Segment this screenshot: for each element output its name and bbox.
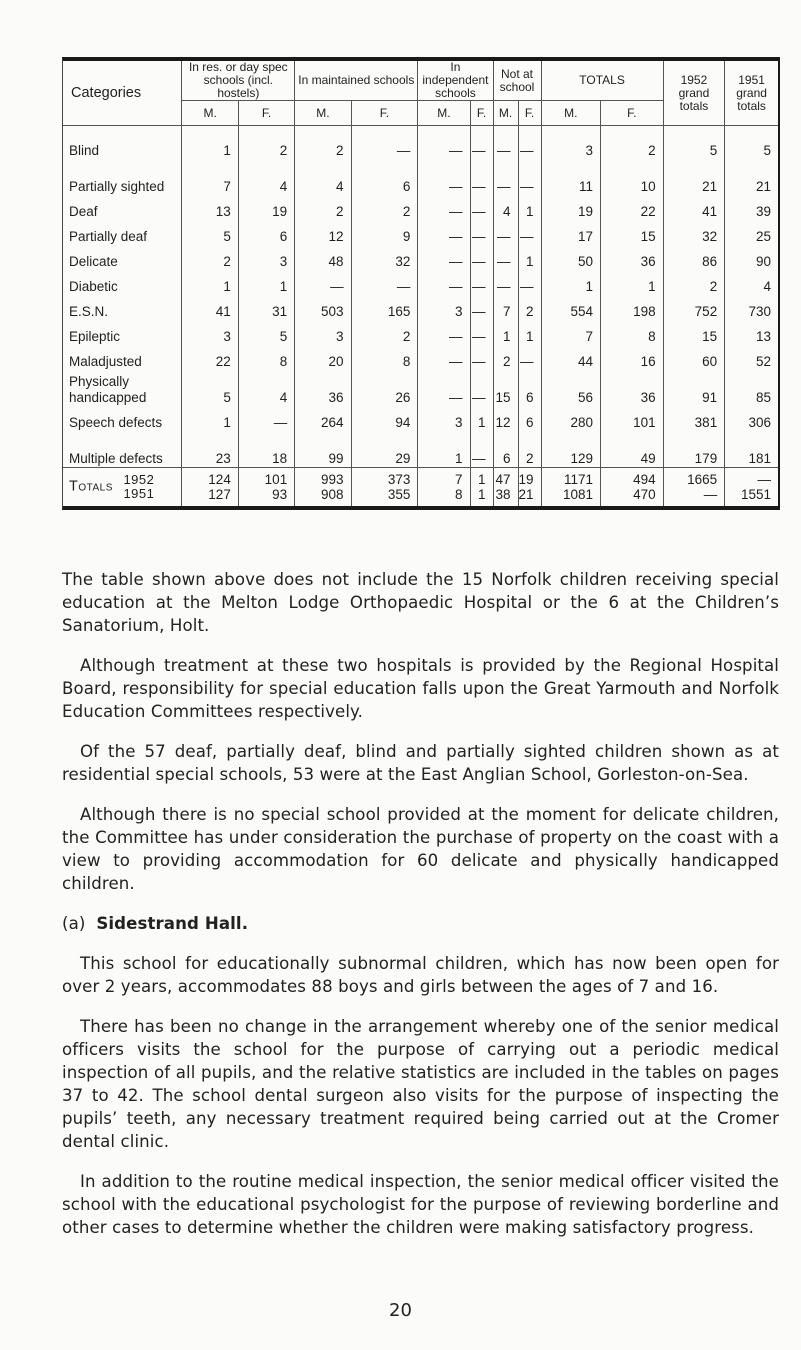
value-cell: — xyxy=(418,159,470,195)
value-cell: 3 xyxy=(541,126,600,159)
value-cell: — xyxy=(470,431,493,468)
value-cell: 2 xyxy=(518,295,541,320)
value-cell: 6 xyxy=(518,406,541,431)
value-cell: 4 xyxy=(238,370,294,406)
value-cell: 3 xyxy=(182,320,238,345)
paragraph: In addition to the routine medical inspection, the senior medical officer visited the school with the educational psychologist for the purpose of reviewing borderline and other cases to determine whether the children were making satisfactory progress. xyxy=(62,1172,779,1237)
value-cell: 19 xyxy=(541,195,600,220)
category-cell: Speech defects xyxy=(69,415,163,430)
table-row xyxy=(63,270,778,295)
value-cell: 2 xyxy=(238,126,294,159)
table-row xyxy=(63,406,778,431)
paragraph: Although there is no special school provided at the moment for delicate children, the Committee has under consideration the purchase of property on the coast with a view to providing accommodation for 60 delicate and physically handicapped children. xyxy=(62,805,779,893)
value-cell: 49 xyxy=(601,431,664,468)
paragraph: There has been no change in the arrangement whereby one of the senior medical officers visits the school for the purpose of carrying out a periodic medical inspection of all pupils, and the relative statistics are included in the tables on pages 37 to 42. The school dental surgeon also visits for the purpose of inspecting the pupils’ teeth, any necessary treatment required being carried out at the Cromer dental clinic. xyxy=(62,1017,779,1151)
value-cell: 306 xyxy=(725,406,778,431)
value-cell: 36 xyxy=(295,370,351,406)
totals-cell: 1665 — xyxy=(663,468,725,507)
paragraph: This school for educationally subnormal children, which has now been open for over 2 years, accommodates 88 boys and girls between the ages of 7 and 16. xyxy=(62,954,779,996)
totals-year-b: 1951 xyxy=(123,486,155,501)
header-m: M. xyxy=(295,101,351,126)
value-cell: 86 xyxy=(663,245,725,270)
value-cell: 39 xyxy=(725,195,778,220)
category-cell: Diabetic xyxy=(69,279,118,294)
value-cell: 94 xyxy=(351,406,418,431)
value-cell: — xyxy=(470,295,493,320)
category-cell: Blind xyxy=(69,143,100,158)
section-heading xyxy=(62,912,779,935)
value-cell: — xyxy=(470,270,493,295)
table-row xyxy=(63,220,778,245)
value-cell: 5 xyxy=(182,220,238,245)
value-cell: 1 xyxy=(518,195,541,220)
value-cell: 4 xyxy=(238,159,294,195)
value-cell: 5 xyxy=(238,320,294,345)
value-cell: — xyxy=(418,320,470,345)
value-cell: 2 xyxy=(182,245,238,270)
value-cell: 85 xyxy=(725,370,778,406)
value-cell: 2 xyxy=(351,195,418,220)
header-categories: Categories xyxy=(71,84,142,101)
value-cell: — xyxy=(493,159,518,195)
value-cell: 2 xyxy=(601,126,664,159)
value-cell: — xyxy=(418,270,470,295)
value-cell: — xyxy=(470,159,493,195)
table-row xyxy=(63,320,778,345)
header-f: F. xyxy=(601,101,664,126)
totals-cell: 373 355 xyxy=(351,468,418,507)
page-number: 20 xyxy=(389,1300,412,1321)
table-row xyxy=(63,159,778,195)
value-cell: — xyxy=(470,195,493,220)
totals-cell: 1171 1081 xyxy=(541,468,600,507)
value-cell: 1 xyxy=(518,245,541,270)
header-not-at-school: Not at school xyxy=(493,61,541,101)
value-cell: — xyxy=(493,270,518,295)
header-m: M. xyxy=(493,101,518,126)
value-cell: — xyxy=(470,126,493,159)
value-cell: 52 xyxy=(725,345,778,370)
totals-year-a: 1952 xyxy=(123,472,155,487)
value-cell: 2 xyxy=(351,320,418,345)
value-cell: 21 xyxy=(725,159,778,195)
value-cell: — xyxy=(418,370,470,406)
value-cell: — xyxy=(518,345,541,370)
value-cell: 60 xyxy=(663,345,725,370)
value-cell: 129 xyxy=(541,431,600,468)
value-cell: — xyxy=(518,126,541,159)
value-cell: 381 xyxy=(663,406,725,431)
value-cell: — xyxy=(518,220,541,245)
value-cell: 91 xyxy=(663,370,725,406)
value-cell: 90 xyxy=(725,245,778,270)
special-education-table xyxy=(62,57,780,510)
category-cell: Multiple defects xyxy=(69,451,163,466)
value-cell: 1 xyxy=(541,270,600,295)
section-title: Sidestrand Hall. xyxy=(96,914,249,933)
value-cell: 5 xyxy=(182,370,238,406)
value-cell: 10 xyxy=(601,159,664,195)
value-cell: 4 xyxy=(493,195,518,220)
paragraph: The table shown above does not include the 15 Norfolk children receiving special education at the Melton Lodge Orthopaedic Hospital or the 6 at the Children’s Sanatorium, Holt. xyxy=(62,570,779,635)
value-cell: 503 xyxy=(295,295,351,320)
value-cell: 3 xyxy=(295,320,351,345)
body-text xyxy=(62,568,779,1256)
totals-cell: 1 1 xyxy=(470,468,493,507)
value-cell: 8 xyxy=(238,345,294,370)
value-cell: 13 xyxy=(182,195,238,220)
value-cell: 31 xyxy=(238,295,294,320)
value-cell: 6 xyxy=(518,370,541,406)
category-cell: Partially deaf xyxy=(69,229,148,244)
value-cell: 36 xyxy=(601,370,664,406)
totals-section xyxy=(63,468,778,507)
value-cell: 41 xyxy=(663,195,725,220)
header-grand-1952: 1952 grand totals xyxy=(663,61,725,126)
value-cell: 280 xyxy=(541,406,600,431)
totals-cell: 47 38 xyxy=(493,468,518,507)
value-cell: 3 xyxy=(418,406,470,431)
table-row xyxy=(63,295,778,320)
value-cell: 5 xyxy=(725,126,778,159)
value-cell: — xyxy=(518,159,541,195)
value-cell: 7 xyxy=(541,320,600,345)
header-independent: In independent schools xyxy=(418,61,493,101)
value-cell: 165 xyxy=(351,295,418,320)
value-cell: — xyxy=(351,126,418,159)
value-cell: 198 xyxy=(601,295,664,320)
header-f: F. xyxy=(518,101,541,126)
header-f: F. xyxy=(351,101,418,126)
section-label: (a) xyxy=(62,914,86,933)
value-cell: — xyxy=(470,345,493,370)
totals-cell: 993 908 xyxy=(295,468,351,507)
value-cell: 22 xyxy=(182,345,238,370)
value-cell: — xyxy=(418,195,470,220)
value-cell: 9 xyxy=(351,220,418,245)
value-cell: 7 xyxy=(182,159,238,195)
table-row xyxy=(63,195,778,220)
value-cell: 15 xyxy=(663,320,725,345)
value-cell: — xyxy=(470,370,493,406)
value-cell: 21 xyxy=(663,159,725,195)
header-grand-1951: 1951 grand totals xyxy=(725,61,778,126)
category-cell: Partially sighted xyxy=(69,179,165,194)
value-cell: 1 xyxy=(418,431,470,468)
value-cell: 1 xyxy=(182,406,238,431)
value-cell: 1 xyxy=(601,270,664,295)
header-residential: In res. or day spec schools (incl. hostels) xyxy=(182,61,295,101)
category-cell: Deaf xyxy=(69,204,98,219)
value-cell: — xyxy=(493,220,518,245)
value-cell: 1 xyxy=(182,126,238,159)
value-cell: 25 xyxy=(725,220,778,245)
value-cell: 1 xyxy=(493,320,518,345)
value-cell: 17 xyxy=(541,220,600,245)
value-cell: 730 xyxy=(725,295,778,320)
value-cell: — xyxy=(518,270,541,295)
value-cell: — xyxy=(351,270,418,295)
table-row xyxy=(63,245,778,270)
table-row xyxy=(63,370,778,406)
totals-cell: 101 93 xyxy=(238,468,294,507)
totals-cell: 124 127 xyxy=(182,468,238,507)
category-cell: E.S.N. xyxy=(69,304,109,319)
header-maintained: In maintained schools xyxy=(295,61,418,101)
header-m: M. xyxy=(182,101,238,126)
value-cell: 554 xyxy=(541,295,600,320)
totals-label-cell xyxy=(63,468,182,507)
totals-row xyxy=(63,468,778,507)
value-cell: — xyxy=(418,245,470,270)
value-cell: 7 xyxy=(493,295,518,320)
value-cell: 15 xyxy=(493,370,518,406)
value-cell: 15 xyxy=(601,220,664,245)
header-f: F. xyxy=(470,101,493,126)
value-cell: 264 xyxy=(295,406,351,431)
value-cell: 101 xyxy=(601,406,664,431)
table-row xyxy=(63,431,778,468)
category-cell: Epileptic xyxy=(69,329,121,344)
value-cell: 3 xyxy=(238,245,294,270)
value-cell: — xyxy=(418,345,470,370)
value-cell: 13 xyxy=(725,320,778,345)
value-cell: — xyxy=(493,126,518,159)
value-cell: 2 xyxy=(663,270,725,295)
value-cell: 6 xyxy=(493,431,518,468)
totals-cell: 19 21 xyxy=(518,468,541,507)
value-cell: 4 xyxy=(725,270,778,295)
value-cell: 44 xyxy=(541,345,600,370)
category-cell: Physically handicapped xyxy=(69,374,147,405)
value-cell: 8 xyxy=(351,345,418,370)
value-cell: 12 xyxy=(493,406,518,431)
value-cell: 2 xyxy=(518,431,541,468)
category-cell: Maladjusted xyxy=(69,354,142,369)
value-cell: — xyxy=(238,406,294,431)
value-cell: 1 xyxy=(182,270,238,295)
value-cell: — xyxy=(493,245,518,270)
value-cell: 23 xyxy=(182,431,238,468)
value-cell: 179 xyxy=(663,431,725,468)
category-cell: Delicate xyxy=(69,254,118,269)
value-cell: 16 xyxy=(601,345,664,370)
value-cell: — xyxy=(470,245,493,270)
value-cell: 11 xyxy=(541,159,600,195)
header-m: M. xyxy=(418,101,470,126)
value-cell: 29 xyxy=(351,431,418,468)
value-cell: 2 xyxy=(295,195,351,220)
value-cell: 50 xyxy=(541,245,600,270)
value-cell: 36 xyxy=(601,245,664,270)
paragraph: Although treatment at these two hospitals is provided by the Regional Hospital Board, responsibility for special education falls upon the Great Yarmouth and Norfolk Education Committees respectively. xyxy=(62,656,779,721)
value-cell: 2 xyxy=(295,126,351,159)
value-cell: 22 xyxy=(601,195,664,220)
header-m: M. xyxy=(541,101,600,126)
value-cell: 19 xyxy=(238,195,294,220)
value-cell: 18 xyxy=(238,431,294,468)
value-cell: 56 xyxy=(541,370,600,406)
totals-cell: 7 8 xyxy=(418,468,470,507)
value-cell: — xyxy=(470,320,493,345)
value-cell: 41 xyxy=(182,295,238,320)
value-cell: 4 xyxy=(295,159,351,195)
value-cell: 26 xyxy=(351,370,418,406)
value-cell: 752 xyxy=(663,295,725,320)
value-cell: 1 xyxy=(518,320,541,345)
value-cell: 6 xyxy=(238,220,294,245)
totals-cell: 494 470 xyxy=(601,468,664,507)
value-cell: 1 xyxy=(238,270,294,295)
value-cell: 20 xyxy=(295,345,351,370)
value-cell: 32 xyxy=(663,220,725,245)
value-cell: 8 xyxy=(601,320,664,345)
value-cell: — xyxy=(470,220,493,245)
value-cell: 181 xyxy=(725,431,778,468)
value-cell: — xyxy=(295,270,351,295)
value-cell: 32 xyxy=(351,245,418,270)
value-cell: 48 xyxy=(295,245,351,270)
value-cell: 5 xyxy=(663,126,725,159)
value-cell: — xyxy=(418,126,470,159)
value-cell: 1 xyxy=(470,406,493,431)
value-cell: 3 xyxy=(418,295,470,320)
table-row xyxy=(63,345,778,370)
table-row xyxy=(63,126,778,159)
value-cell: 12 xyxy=(295,220,351,245)
value-cell: 2 xyxy=(493,345,518,370)
value-cell: 99 xyxy=(295,431,351,468)
totals-label: Totals xyxy=(69,478,113,495)
value-cell: — xyxy=(418,220,470,245)
header-totals: TOTALS xyxy=(541,61,663,101)
value-cell: 6 xyxy=(351,159,418,195)
header-f: F. xyxy=(238,101,294,126)
paragraph: Of the 57 deaf, partially deaf, blind and partially sighted children shown as at residential special schools, 53 were at the East Anglian School, Gorleston-on-Sea. xyxy=(62,742,779,784)
totals-cell: — 1551 xyxy=(725,468,778,507)
table-body xyxy=(63,126,778,468)
